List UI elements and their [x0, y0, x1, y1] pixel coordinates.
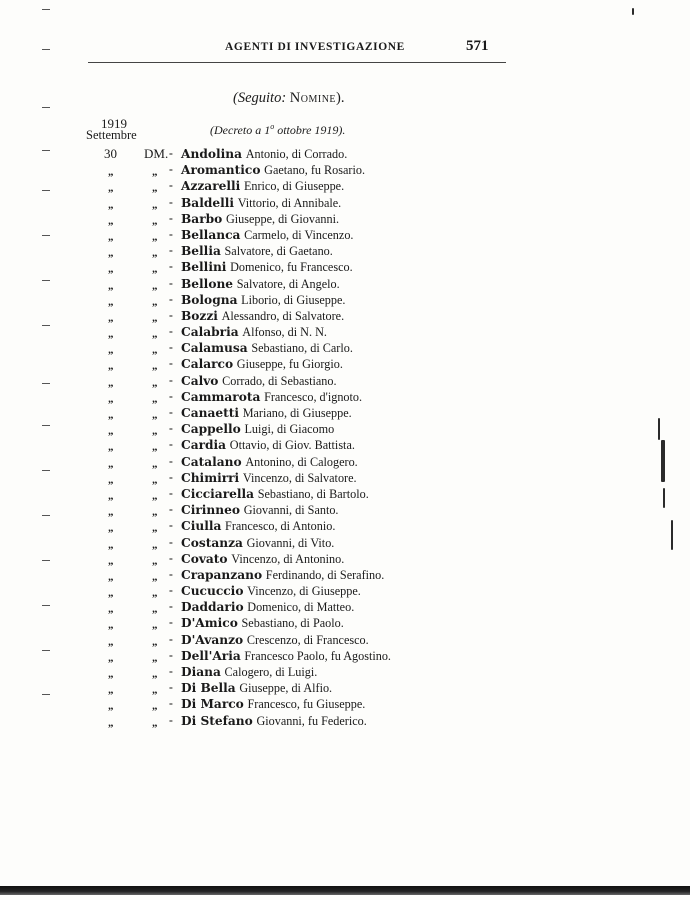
- entry-surname: Covato: [181, 551, 228, 566]
- entry-text: [181, 308, 344, 324]
- entry-rank: „: [152, 441, 158, 454]
- list-item: [0, 680, 690, 696]
- entry-dash: -: [169, 357, 173, 371]
- entry-surname: Barbo: [181, 211, 223, 226]
- entry-dash: -: [169, 260, 173, 274]
- section-heading: [233, 90, 345, 107]
- entry-day: „: [108, 182, 114, 195]
- entry-dash: -: [169, 325, 173, 339]
- entry-surname: Canaetti: [181, 406, 239, 420]
- header-rule: [88, 62, 506, 63]
- entry-surname: Cammarota: [181, 389, 261, 404]
- entry-details: Liborio, di Giuseppe.: [241, 292, 346, 307]
- entry-details: Corrado, di Sebastiano.: [222, 373, 337, 388]
- entry-details: Crescenzo, di Francesco.: [246, 632, 369, 647]
- entry-rank: „: [152, 425, 158, 438]
- entry-dash: -: [169, 292, 173, 306]
- entry-day: „: [108, 538, 114, 551]
- entry-dash: -: [169, 665, 173, 678]
- entry-rank: „: [152, 506, 158, 519]
- entry-rank: „: [152, 635, 158, 648]
- entry-day: „: [108, 473, 114, 486]
- decree-post: ottobre 1919).: [277, 123, 346, 137]
- scan-bottom-edge: [0, 886, 690, 895]
- entry-surname: Calamusa: [181, 341, 248, 356]
- entry-dash: -: [169, 163, 173, 177]
- entry-text: [181, 518, 335, 534]
- entry-day: „: [108, 651, 114, 664]
- entry-dash: -: [169, 681, 173, 695]
- entry-rank: „: [152, 522, 158, 535]
- scan-mark: [663, 488, 665, 508]
- entry-surname: Baldelli: [181, 195, 234, 210]
- entry-dash: -: [169, 713, 173, 727]
- entry-dash: -: [169, 697, 173, 711]
- list-item: [0, 259, 690, 275]
- entry-rank: „: [152, 619, 158, 632]
- list-item: [0, 470, 690, 486]
- entry-day: „: [108, 328, 114, 341]
- entry-surname: Chimirri: [181, 470, 240, 485]
- entry-day: „: [108, 668, 114, 680]
- entry-details: Sebastiano, di Bartolo.: [257, 486, 369, 501]
- entry-details: Mariano, di Giuseppe.: [242, 406, 352, 420]
- list-item: [0, 243, 690, 259]
- entry-rank: „: [152, 263, 158, 276]
- entry-day: „: [108, 360, 114, 373]
- entry-day: „: [108, 554, 114, 567]
- list-item: [0, 373, 690, 389]
- entry-day: „: [108, 619, 114, 632]
- list-item: [0, 195, 690, 211]
- entry-surname: Dell'Aria: [181, 648, 241, 663]
- decree-sup: o: [270, 122, 275, 131]
- entry-day: „: [108, 587, 114, 600]
- entry-day: „: [108, 684, 114, 697]
- margin-dash: [42, 9, 50, 10]
- entry-rank: „: [152, 587, 158, 600]
- list-item: [0, 454, 690, 470]
- entry-text: [181, 680, 332, 696]
- entry-dash: -: [169, 632, 173, 646]
- entry-dash: -: [169, 454, 173, 468]
- section-name: Nomine: [289, 90, 337, 106]
- list-item: [0, 340, 690, 356]
- entry-text: [181, 551, 344, 567]
- section-suffix: ).: [336, 90, 345, 106]
- list-item: [0, 356, 690, 372]
- entry-rank: „: [152, 473, 158, 486]
- list-item: [0, 615, 690, 631]
- entry-text: [181, 162, 365, 178]
- entry-dash: -: [169, 470, 173, 484]
- entry-dash: -: [169, 373, 173, 387]
- entry-text: [181, 356, 343, 372]
- list-item: [0, 713, 690, 729]
- entry-details: Giovanni, di Santo.: [243, 503, 339, 518]
- entry-day: „: [108, 441, 114, 454]
- entry-day: „: [108, 570, 114, 583]
- entry-text: [181, 583, 361, 599]
- list-item: [0, 211, 690, 227]
- entry-text: [181, 373, 337, 389]
- entry-details: Giuseppe, fu Giorgio.: [236, 357, 343, 372]
- entry-dash: -: [169, 503, 173, 517]
- entry-details: Luigi, di Giacomo: [244, 422, 335, 437]
- entry-rank: „: [152, 651, 158, 664]
- entry-surname: D'Amico: [181, 616, 238, 631]
- entry-surname: Bellanca: [181, 227, 241, 242]
- entry-dash: -: [169, 551, 173, 565]
- entry-surname: Cicciarella: [181, 486, 255, 501]
- entry-text: [181, 324, 327, 340]
- entry-rank: „: [152, 166, 158, 179]
- entry-surname: Di Stefano: [181, 713, 253, 728]
- entry-details: Ottavio, di Giov. Battista.: [229, 438, 355, 453]
- list-item: [0, 146, 690, 162]
- entry-day: 30: [104, 146, 117, 161]
- scan-mark: [661, 440, 665, 482]
- date-month: Settembre: [86, 128, 137, 142]
- entry-text: [181, 276, 340, 292]
- entry-dash: -: [169, 276, 173, 290]
- entry-surname: Cappello: [181, 422, 241, 437]
- entry-surname: Calabria: [181, 325, 239, 340]
- entry-details: Francesco, fu Giuseppe.: [247, 697, 366, 712]
- entry-rank: „: [152, 538, 158, 551]
- running-header-title: AGENTI DI INVESTIGAZIONE: [225, 41, 405, 53]
- entry-surname: Bellini: [181, 260, 227, 275]
- entry-surname: Aromantico: [181, 163, 261, 178]
- entry-rank: „: [152, 279, 158, 292]
- list-item: [0, 518, 690, 534]
- scan-mark: [671, 520, 673, 550]
- entry-day: „: [108, 716, 114, 729]
- section-prefix: (Seguito:: [233, 90, 287, 106]
- list-item: [0, 502, 690, 518]
- entry-dash: -: [169, 195, 173, 209]
- entry-text: [181, 486, 369, 502]
- entry-text: [181, 227, 353, 243]
- entry-text: [181, 437, 355, 453]
- entry-text: [181, 146, 347, 162]
- entry-text: [181, 664, 317, 680]
- entry-details: Sebastiano, di Paolo.: [241, 616, 344, 631]
- appointments-list: [0, 146, 690, 729]
- entry-text: [181, 292, 345, 308]
- entry-surname: Ciulla: [181, 519, 222, 534]
- entry-surname: Bellia: [181, 244, 221, 259]
- entry-text: [181, 632, 369, 648]
- list-item: [0, 632, 690, 648]
- entry-text: [181, 502, 338, 518]
- entry-surname: Calvo: [181, 373, 219, 388]
- entry-surname: Costanza: [181, 535, 243, 550]
- entry-surname: Catalano: [181, 454, 242, 469]
- decree-line: [210, 122, 345, 138]
- entry-details: Francesco Paolo, fu Agostino.: [244, 648, 391, 663]
- entry-rank: „: [152, 409, 158, 421]
- entry-details: Enrico, di Giuseppe.: [243, 179, 345, 194]
- entry-details: Alessandro, di Salvatore.: [221, 308, 345, 323]
- entry-rank: „: [152, 554, 158, 567]
- list-item: [0, 389, 690, 405]
- entry-day: „: [108, 166, 114, 179]
- margin-dash: [42, 107, 50, 108]
- entry-text: [181, 178, 344, 194]
- entry-rank: „: [152, 457, 158, 470]
- entry-day: „: [108, 489, 114, 502]
- list-item: [0, 696, 690, 712]
- list-item: [0, 583, 690, 599]
- entry-text: [181, 567, 384, 583]
- entry-rank: „: [152, 328, 158, 341]
- list-item: [0, 405, 690, 421]
- entry-surname: Andolina: [181, 147, 242, 161]
- entry-details: Giuseppe, di Giovanni.: [225, 211, 340, 226]
- entry-rank: „: [152, 344, 158, 357]
- entry-details: Francesco, di Antonio.: [225, 519, 336, 534]
- entry-surname: Bologna: [181, 292, 238, 307]
- list-item: [0, 664, 690, 680]
- list-item: [0, 276, 690, 292]
- entry-surname: Calarco: [181, 357, 234, 372]
- entry-text: [181, 340, 353, 356]
- list-item: [0, 437, 690, 453]
- entry-surname: Di Bella: [181, 681, 236, 696]
- entry-day: „: [108, 522, 114, 535]
- entry-day: „: [108, 376, 114, 389]
- entry-dash: -: [169, 211, 173, 225]
- entry-rank: „: [152, 182, 158, 195]
- entry-day: „: [108, 603, 114, 616]
- entry-text: [181, 259, 353, 275]
- entry-day: „: [108, 247, 114, 260]
- entry-details: Alfonso, di N. N.: [242, 325, 327, 340]
- entry-dash: -: [169, 227, 173, 241]
- entry-dash: -: [169, 486, 173, 500]
- entry-dash: -: [169, 341, 173, 355]
- entry-text: [181, 713, 367, 729]
- decree-pre: (Decreto a 1: [210, 123, 271, 137]
- entry-rank: „: [152, 198, 158, 211]
- list-item: [0, 292, 690, 308]
- entry-rank: „: [152, 230, 158, 243]
- entry-dash: -: [169, 438, 173, 452]
- entry-details: Giovanni, di Vito.: [246, 535, 335, 550]
- list-item: [0, 178, 690, 194]
- entry-text: [181, 535, 334, 551]
- entry-day: „: [108, 344, 114, 357]
- page-number: 571: [466, 38, 489, 54]
- list-item: [0, 486, 690, 502]
- entry-dash: -: [169, 519, 173, 533]
- entry-day: „: [108, 700, 114, 713]
- entry-rank: „: [152, 311, 158, 324]
- entry-rank: „: [152, 603, 158, 616]
- entry-details: Antonino, di Calogero.: [245, 454, 358, 469]
- entry-surname: Crapanzano: [181, 567, 263, 582]
- entry-surname: Cirinneo: [181, 503, 240, 518]
- scan-mark: [658, 418, 660, 440]
- entry-details: Domenico, di Matteo.: [247, 600, 355, 615]
- list-item: [0, 308, 690, 324]
- entry-rank: „: [152, 668, 158, 680]
- entry-day: „: [108, 457, 114, 470]
- entry-dash: -: [169, 567, 173, 581]
- entry-dash: -: [169, 389, 173, 403]
- list-item: [0, 162, 690, 178]
- entry-day: „: [108, 425, 114, 438]
- entry-surname: Di Marco: [181, 697, 244, 712]
- entry-dash: -: [169, 308, 173, 322]
- entry-day: „: [108, 198, 114, 211]
- entry-text: [181, 243, 333, 259]
- entry-rank: „: [152, 700, 158, 713]
- entry-rank: „: [152, 376, 158, 389]
- entry-text: [181, 454, 358, 470]
- entry-surname: Cardia: [181, 438, 227, 453]
- entry-day: „: [108, 506, 114, 519]
- list-item: [0, 648, 690, 664]
- entry-details: Salvatore, di Angelo.: [236, 276, 340, 291]
- entry-surname: Bellone: [181, 276, 234, 291]
- entry-text: [181, 405, 352, 421]
- entry-dash: -: [169, 616, 173, 630]
- entry-text: [181, 615, 344, 631]
- entry-dash: -: [169, 422, 173, 436]
- entry-details: Antonio, di Corrado.: [245, 147, 348, 161]
- entry-rank: „: [152, 360, 158, 373]
- entry-surname: Bozzi: [181, 308, 218, 323]
- entry-text: [181, 599, 354, 615]
- entry-dash: -: [169, 406, 173, 419]
- entry-day: „: [108, 311, 114, 324]
- entry-rank: „: [152, 570, 158, 583]
- entry-surname: Daddario: [181, 600, 244, 615]
- entry-day: „: [108, 230, 114, 243]
- entry-text: [181, 696, 365, 712]
- entry-surname: Cucuccio: [181, 584, 244, 599]
- entry-dash: -: [169, 244, 173, 258]
- list-item: [0, 535, 690, 551]
- entry-text: [181, 421, 334, 437]
- entry-surname: Azzarelli: [181, 179, 241, 194]
- entry-details: Vittorio, di Annibale.: [237, 195, 342, 210]
- entry-dash: -: [169, 600, 173, 614]
- entry-rank: „: [152, 247, 158, 260]
- entry-rank: DM.: [144, 146, 169, 161]
- entry-details: Calogero, di Luigi.: [224, 665, 318, 679]
- entry-details: Giovanni, fu Federico.: [256, 713, 367, 728]
- entry-rank: „: [152, 684, 158, 697]
- entry-dash: -: [169, 584, 173, 598]
- list-item: [0, 599, 690, 615]
- list-item: [0, 421, 690, 437]
- entry-text: [181, 195, 341, 211]
- entry-dash: -: [169, 535, 173, 549]
- entry-text: [181, 211, 339, 227]
- entry-dash: -: [169, 648, 173, 662]
- entry-details: Francesco, d'ignoto.: [264, 389, 363, 404]
- entry-day: „: [108, 263, 114, 276]
- entry-surname: Diana: [181, 665, 221, 679]
- entry-rank: „: [152, 392, 158, 405]
- date-year: 1919: [101, 116, 127, 131]
- entry-dash: -: [169, 179, 173, 193]
- entry-details: Ferdinando, di Serafino.: [265, 567, 385, 582]
- entry-day: „: [108, 409, 114, 421]
- entry-details: Giuseppe, di Alfio.: [239, 681, 333, 696]
- entry-details: Sebastiano, di Carlo.: [251, 341, 353, 356]
- entry-text: [181, 470, 357, 486]
- list-item: [0, 551, 690, 567]
- entry-details: Vincenzo, di Antonino.: [231, 551, 345, 566]
- entry-day: „: [108, 214, 114, 227]
- list-item: [0, 567, 690, 583]
- entry-details: Gaetano, fu Rosario.: [264, 163, 366, 178]
- entry-day: „: [108, 279, 114, 292]
- entry-day: „: [108, 635, 114, 648]
- entry-rank: „: [152, 716, 158, 729]
- entry-text: [181, 389, 362, 405]
- list-item: [0, 227, 690, 243]
- scan-mark: [632, 8, 634, 15]
- entry-rank: „: [152, 489, 158, 502]
- entry-surname: D'Avanzo: [181, 632, 244, 647]
- entry-details: Carmelo, di Vincenzo.: [244, 227, 354, 242]
- entry-day: „: [108, 392, 114, 405]
- entry-dash: -: [169, 147, 173, 160]
- entry-details: Vincenzo, di Giuseppe.: [247, 584, 361, 599]
- entry-text: [181, 648, 391, 664]
- entry-details: Vincenzo, di Salvatore.: [242, 470, 357, 485]
- margin-dash: [42, 49, 50, 50]
- entry-rank: „: [152, 295, 158, 308]
- entry-details: Salvatore, di Gaetano.: [224, 244, 333, 259]
- entry-details: Domenico, fu Francesco.: [230, 260, 353, 275]
- entry-day: „: [108, 295, 114, 308]
- entry-rank: „: [152, 214, 158, 227]
- list-item: [0, 324, 690, 340]
